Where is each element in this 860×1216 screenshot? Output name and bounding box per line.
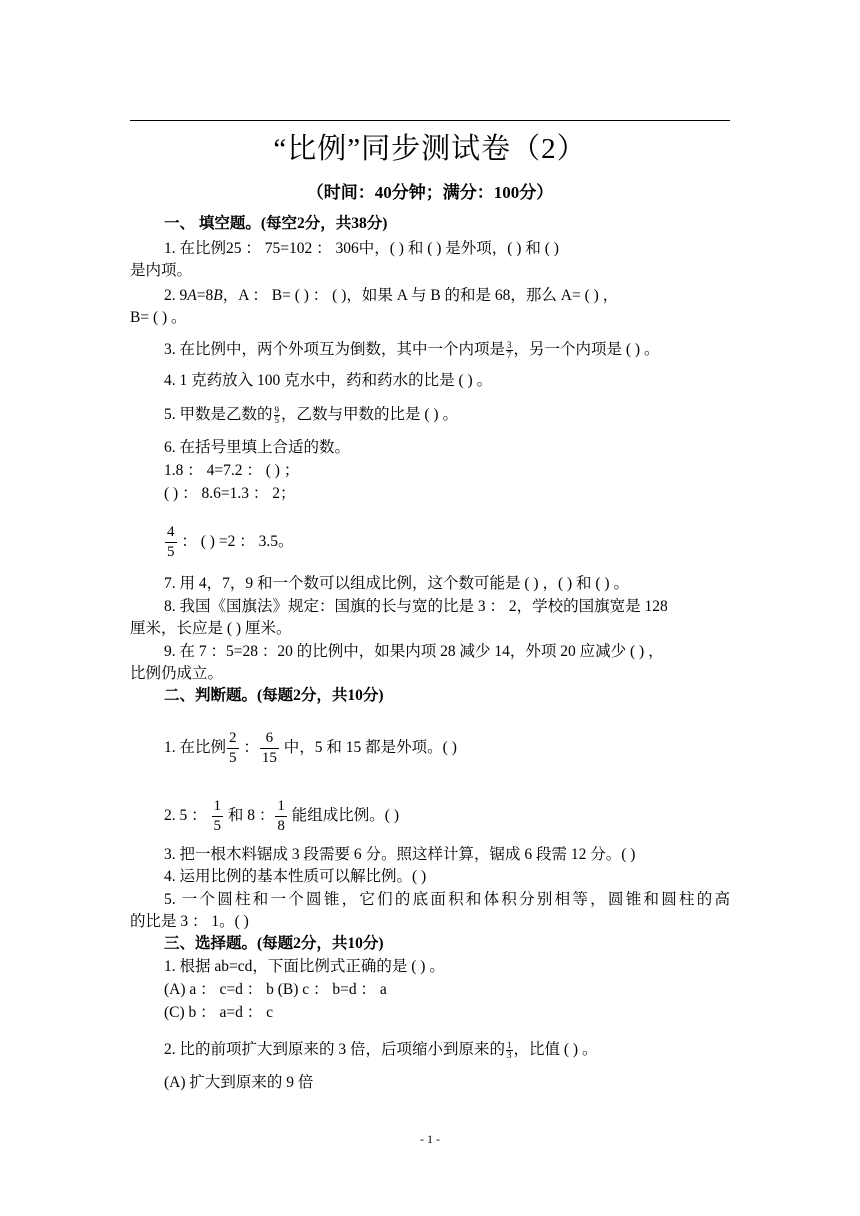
s1-q6-line1: 1.8 ： 4=7.2 ： ( ) ； bbox=[164, 462, 300, 479]
s1-q2-pre: 2. 9 bbox=[164, 287, 188, 304]
s3-q1: 1. 根据 ab=cd，下面比例式正确的是 ( ) 。 bbox=[164, 958, 445, 975]
s1-q2-line2: B= ( ) 。 bbox=[130, 309, 187, 326]
s2-q3: 3. 把一根木料锯成 3 段需要 6 分。照这样计算，锯成 6 段需 12 分。( ) bbox=[164, 846, 636, 863]
s3-q2-fraction bbox=[506, 1041, 513, 1060]
s1-q5-num: 9 bbox=[274, 404, 280, 415]
s1-q8-line2: 厘米，长应是 ( ) 厘米。 bbox=[130, 620, 292, 637]
s2-q1-f1-den: 5 bbox=[229, 750, 237, 766]
s1-q1-line2: 是内项。 bbox=[130, 262, 193, 279]
s1-q9-line1: 9. 在 7 ：5=28 ：20 的比例中，如果内项 28 减少 14，外项 20 应减少 ( ) ， bbox=[164, 643, 664, 660]
s1-q2-var-b: B bbox=[213, 287, 223, 304]
s1-q2-var-a: A bbox=[187, 287, 197, 304]
s1-q3-pre: 3. 在比例中，两个外项互为倒数，其中一个内项是 bbox=[164, 341, 506, 358]
s1-q5-fraction bbox=[274, 406, 281, 425]
section1-heading: 一、 填空题。(每空2分，共38分) bbox=[164, 215, 388, 232]
s1-q5 bbox=[164, 405, 764, 425]
s3-q2-den: 3 bbox=[507, 1049, 512, 1060]
s1-q6-fraction bbox=[165, 523, 177, 562]
s1-q3-post: ，另一个内项是 ( ) 。 bbox=[513, 341, 660, 358]
s1-q2-rest: ，A ： B= ( ) ： ( )，如果 A 与 B 的和是 68，那么 A= ( ) ， bbox=[222, 287, 619, 304]
s1-q9-line2: 比例仍成立。 bbox=[130, 665, 224, 682]
s1-q5-pre: 5. 甲数是乙数的 bbox=[164, 406, 273, 423]
s2-q2-mid: 和 8 ： bbox=[227, 807, 275, 825]
s2-q5-line1: 5. 一个圆柱和一个圆锥，它们的底面积和体积分别相等，圆锥和圆柱的高 bbox=[164, 891, 730, 908]
s1-q5-den: 5 bbox=[274, 414, 280, 425]
s3-q2 bbox=[164, 1040, 764, 1060]
s1-q8-line1: 8. 我国《国旗法》规定：国旗的长与宽的比是 3 ： 2，学校的国旗宽是 128 bbox=[164, 598, 668, 615]
s2-q1-fraction-2 bbox=[260, 729, 279, 768]
s1-q3-num: 3 bbox=[507, 339, 512, 350]
s1-q6-num: 4 bbox=[167, 524, 175, 540]
s2-q2-f1-num: 1 bbox=[213, 798, 222, 814]
s2-q2-f2-den: 8 bbox=[277, 818, 285, 834]
s1-q4: 4. 1 克药放入 100 克水中，药和药水的比是 ( ) 。 bbox=[164, 372, 493, 389]
section3-heading: 三、选择题。(每题2分，共10分) bbox=[164, 935, 384, 952]
s1-q6-line3 bbox=[164, 523, 764, 562]
s2-q1-post: 中，5 和 15 都是外项。( ) bbox=[283, 739, 457, 757]
s2-q1-pre: 1. 在比例 bbox=[164, 739, 227, 757]
s3-q2-post: ，比值 ( ) 。 bbox=[513, 1041, 598, 1058]
s1-q6-den: 5 bbox=[167, 544, 175, 560]
page-subtitle: （时间：40分钟；满分：100分） bbox=[306, 183, 554, 202]
page-number: - 1 - bbox=[420, 1132, 440, 1146]
s2-q1-sep: ： bbox=[243, 739, 259, 757]
s2-q5-line2: 的比是 3 ： 1。( ) bbox=[130, 913, 249, 930]
s1-q3 bbox=[164, 340, 764, 360]
s2-q2-fraction-1 bbox=[212, 797, 224, 836]
s2-q2 bbox=[164, 797, 764, 836]
s2-q1-fraction-1 bbox=[227, 729, 239, 768]
s2-q2-fraction-2 bbox=[275, 797, 287, 836]
s1-q3-fraction bbox=[506, 341, 513, 360]
s2-q1-f2-num: 6 bbox=[265, 730, 274, 746]
s3-q2-option-a: (A) 扩大到原来的 9 倍 bbox=[164, 1074, 314, 1091]
header-rule bbox=[130, 120, 730, 121]
s1-q1-line1: 1. 在比例25 ： 75=102 ： 306中，( ) 和 ( ) 是外项，( ) 和 ( ) bbox=[164, 240, 559, 257]
section2-heading: 二、判断题。(每题2分，共10分) bbox=[164, 687, 384, 704]
s2-q2-pre: 2. 5 ： bbox=[164, 807, 207, 825]
s3-q2-num: 1 bbox=[507, 1039, 512, 1050]
s1-q6: 6. 在括号里填上合适的数。 bbox=[164, 439, 351, 456]
s2-q2-post: 能组成比例。( ) bbox=[291, 807, 399, 825]
s2-q2-f2-num: 1 bbox=[277, 798, 285, 814]
s1-q5-post: ，乙数与甲数的比是 ( ) 。 bbox=[281, 406, 458, 423]
s1-q6-line2: ( ) ： 8.6=1.3 ： 2； bbox=[164, 485, 296, 502]
s1-q7: 7. 用 4，7，9 和一个数可以组成比例，这个数可能是 ( ) ，( ) 和 ( ) 。 bbox=[164, 575, 629, 592]
s1-q6-line3-post: ： ( ) =2 ： 3.5。 bbox=[177, 533, 294, 551]
s2-q1-f1-num: 2 bbox=[229, 730, 237, 746]
s2-q4: 4. 运用比例的基本性质可以解比例。( ) bbox=[164, 868, 427, 885]
s2-q1 bbox=[164, 729, 764, 768]
s2-q2-f1-den: 5 bbox=[213, 818, 222, 834]
s1-q3-den: 7 bbox=[507, 349, 512, 360]
s1-q2-mid: =8 bbox=[196, 287, 214, 304]
page-title: “比例”同步测试卷（2） bbox=[273, 133, 587, 165]
s3-q2-pre: 2. 比的前项扩大到原来的 3 倍，后项缩小到原来的 bbox=[164, 1041, 506, 1058]
s3-q1-option-c: (C) b ： a=d ： c bbox=[164, 1004, 274, 1021]
s2-q1-f2-den: 15 bbox=[261, 750, 277, 766]
s3-q1-options-ab: (A) a ： c=d ： b (B) c ： b=d ： a bbox=[164, 981, 387, 998]
s1-q2-line1 bbox=[164, 286, 730, 306]
